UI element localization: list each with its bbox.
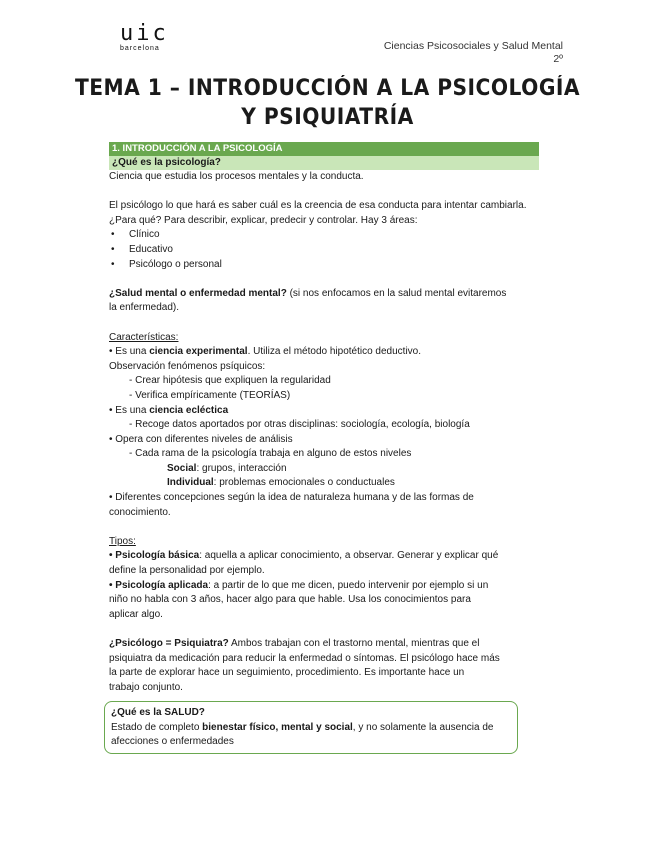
caracteristica-4-line2: conocimiento. [109, 506, 171, 518]
salud-definition-box [104, 701, 518, 754]
salud-box-text: Estado de completo bienestar físico, mental y social, y no solamente la ausencia de [111, 721, 494, 733]
areas-list [109, 228, 539, 272]
course-year: 2º [553, 53, 563, 65]
caracteristicas-heading: Características: [109, 331, 179, 343]
page-title [26, 74, 629, 132]
caracteristica-3-detail: - Cada rama de la psicología trabaja en alguno de estos niveles [129, 448, 412, 460]
tipo-aplicada-line2: niño no habla con 3 años, hacer algo para que hable. Usa los conocimientos para [109, 594, 471, 606]
salud-box-text-line2: afecciones o enfermedades [111, 736, 234, 748]
tipo-aplicada-line3: aplicar algo. [109, 608, 163, 620]
psicologo-psiquiatra-line2: psiquiatra da medicación para reducir la enfermedad o síntomas. El psicólogo hace más [109, 652, 500, 664]
title-line-1: TEMA 1 – INTRODUCCIÓN A LA PSICOLOGÍA [74, 76, 581, 101]
tipos-heading: Tipos: [109, 535, 136, 547]
nivel-individual: Individual: problemas emocionales o conductuales [167, 477, 395, 489]
section-heading: 1. INTRODUCCIÓN A LA PSICOLOGÍA [109, 142, 539, 156]
nivel-social: Social: grupos, interacción [167, 462, 287, 474]
caracteristica-1-detail: - Crear hipótesis que expliquen la regularidad [129, 375, 331, 387]
logo-subtitle: barcelona [120, 45, 160, 52]
tipo-basica-line2: define la personalidad por ejemplo. [109, 565, 265, 577]
list-item: • Clínico [109, 228, 539, 243]
list-item: • Psicólogo o personal [109, 258, 539, 273]
university-logo [120, 21, 169, 52]
caracteristica-4: • Diferentes concepciones según la idea de naturaleza humana y de las formas de [109, 492, 474, 504]
document-body [109, 142, 539, 695]
salud-question-cont: la enfermedad). [109, 302, 180, 314]
paragraph-1: El psicólogo lo que hará es saber cuál es la creencia de esa conducta para intentar cambiarla. [109, 200, 527, 212]
logo-mark: uic [120, 21, 169, 46]
paragraph-2: ¿Para qué? Para describir, explicar, predecir y controlar. Hay 3 áreas: [109, 214, 418, 226]
salud-question: ¿Salud mental o enfermedad mental? (si nos enfocamos en la salud mental evitaremos [109, 287, 507, 299]
course-header [384, 40, 563, 66]
definition-text: Ciencia que estudia los procesos mentales y la conducta. [109, 171, 364, 182]
caracteristica-2: • Es una ciencia ecléctica [109, 404, 229, 416]
subsection-heading: ¿Qué es la psicología? [109, 156, 539, 170]
list-item: • Educativo [109, 243, 539, 258]
caracteristica-3: • Opera con diferentes niveles de análisis [109, 433, 293, 445]
psicologo-psiquiatra-line3: la parte de explorar hace un seguimiento, procedimiento. Es importante hace un [109, 667, 465, 679]
tipo-aplicada: • Psicología aplicada: a partir de lo que me dicen, puedo intervenir por ejemplo si un [109, 579, 489, 591]
salud-box-heading: ¿Qué es la SALUD? [111, 707, 205, 718]
tipo-basica: • Psicología básica: aquella a aplicar conocimiento, a observar. Generar y explicar qué [109, 550, 499, 562]
caracteristica-1: • Es una ciencia experimental. Utiliza el método hipotético deductivo. [109, 346, 422, 358]
caracteristica-1-detail: - Verifica empíricamente (TEORÍAS) [129, 389, 291, 401]
course-name: Ciencias Psicosociales y Salud Mental [383, 40, 563, 52]
caracteristica-2-detail: - Recoge datos aportados por otras disciplinas: sociología, ecología, biología [129, 419, 470, 431]
title-line-2: Y PSIQUIATRÍA [241, 105, 414, 130]
caracteristica-1-line2: Observación fenómenos psíquicos: [109, 360, 266, 372]
psicologo-psiquiatra-line4: trabajo conjunto. [109, 681, 183, 693]
psicologo-psiquiatra: ¿Psicólogo = Psiquiatra? Ambos trabajan con el trastorno mental, mientras que el [109, 638, 480, 649]
